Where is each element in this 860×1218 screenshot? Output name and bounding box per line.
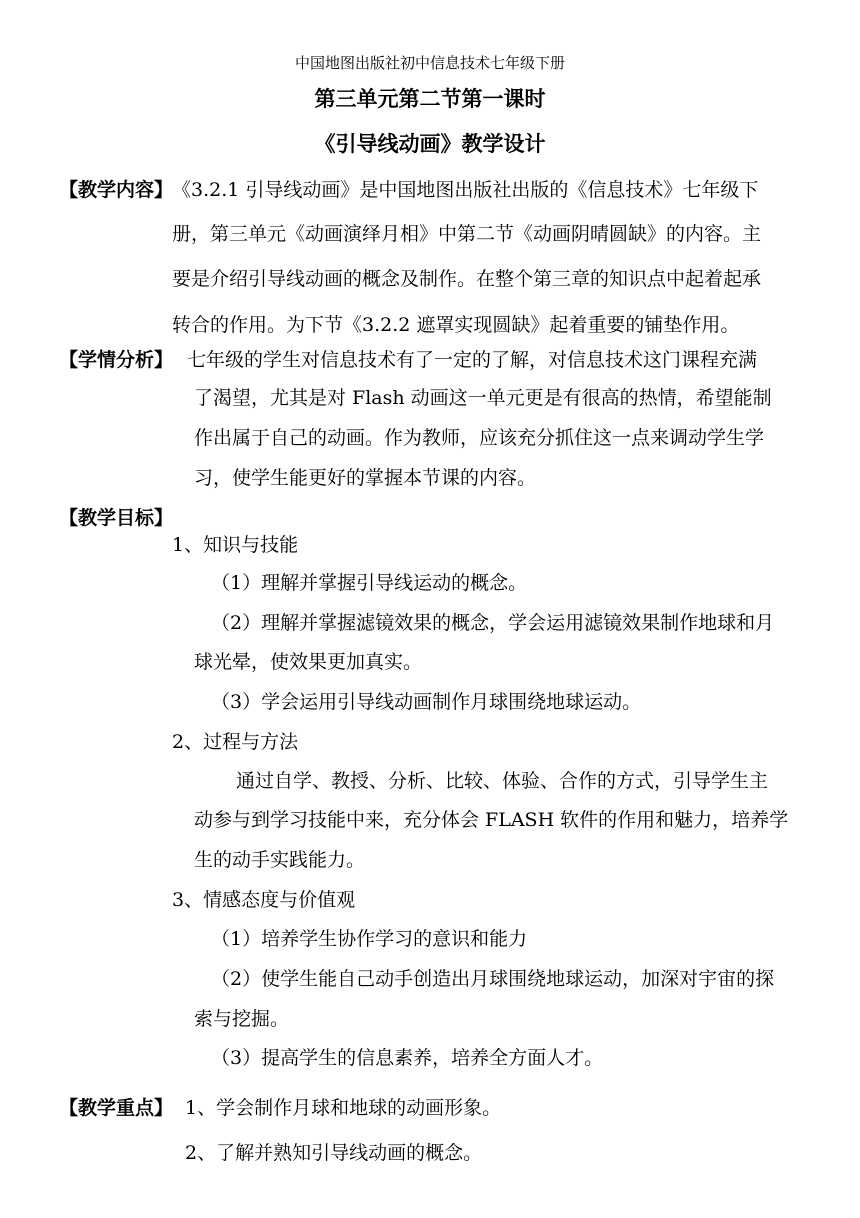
objective-item: 球光晕，使效果更加真实。 (194, 651, 423, 673)
objective-item: 生的动手实践能力。 (194, 849, 366, 871)
objective-item: （2）理解并掌握滤镜效果的概念，学会运用滤镜效果制作地球和月 (211, 612, 775, 634)
analysis-line: 习，使学生能更好的掌握本节课的内容。 (194, 467, 537, 489)
section-label-keypoints: 【教学重点】 (59, 1097, 174, 1119)
design-title: 《引导线动画》教学设计 (314, 131, 546, 156)
objective-heading: 1、知识与技能 (172, 534, 299, 556)
section-label-objectives: 【教学目标】 (59, 507, 174, 529)
content-line: 要是介绍引导线动画的概念及制作。在整个第三章的知识点中起着起承 (172, 268, 762, 290)
analysis-line: 了渴望，尤其是对 Flash 动画这一单元更是有很高的热情，希望能制 (194, 387, 772, 409)
content-line: 转合的作用。为下节《3.2.2 遮罩实现圆缺》起着重要的铺垫作用。 (172, 314, 740, 336)
keypoint-item: 2、了解并熟知引导线动画的概念。 (185, 1142, 483, 1164)
section-label-analysis: 【学情分析】 (59, 349, 174, 371)
objective-heading: 2、过程与方法 (172, 731, 299, 753)
objective-item: 索与挖掘。 (194, 1008, 290, 1030)
objective-item: （2）使学生能自己动手创造出月球围绕地球运动，加深对宇宙的探 (211, 968, 775, 990)
analysis-line: 七年级的学生对信息技术有了一定的了解，对信息技术这门课程充满 (187, 349, 758, 371)
page-header: 中国地图出版社初中信息技术七年级下册 (294, 54, 565, 72)
keypoint-item: 1、学会制作月球和地球的动画形象。 (185, 1097, 502, 1119)
lesson-title: 第三单元第二节第一课时 (314, 86, 546, 111)
section-label-content: 【教学内容】 (59, 179, 174, 201)
objective-item: （3）学会运用引导线动画制作月球围绕地球运动。 (211, 691, 642, 713)
objective-item: （3）提高学生的信息素养，培养全方面人才。 (211, 1047, 604, 1069)
objective-item: 通过自学、教授、分析、比较、体验、合作的方式，引导学生主 (236, 770, 769, 792)
analysis-line: 作出属于自己的动画。作为教师，应该充分抓住这一点来调动学生学 (194, 427, 765, 449)
objective-heading: 3、情感态度与价值观 (172, 889, 356, 911)
content-line: 《3.2.1 引导线动画》是中国地图出版社出版的《信息技术》七年级下 (172, 179, 759, 201)
objective-item: （1）培养学生协作学习的意识和能力 (211, 928, 528, 950)
objective-item: （1）理解并掌握引导线运动的概念。 (211, 572, 528, 594)
objective-item: 动参与到学习技能中来，充分体会 FLASH 软件的作用和魅力，培养学 (194, 809, 789, 831)
content-line: 册，第三单元《动画演绎月相》中第二节《动画阴晴圆缺》的内容。主 (172, 223, 762, 245)
